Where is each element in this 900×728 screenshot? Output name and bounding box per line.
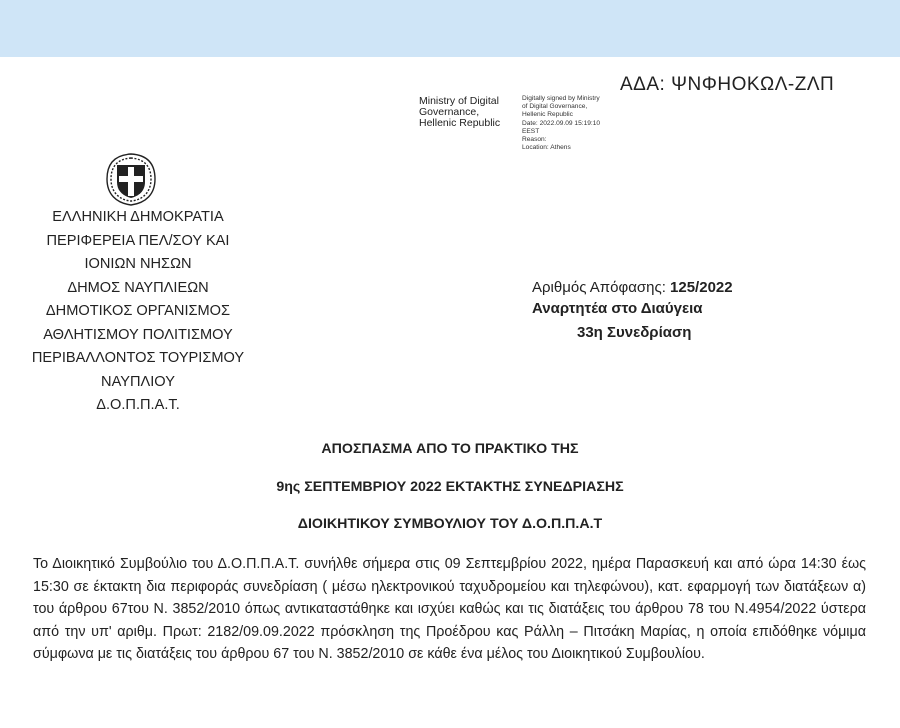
signature-detail-line: EEST — [522, 127, 540, 135]
signer-line: Hellenic Republic — [419, 117, 501, 129]
document-heading-line-3: ΔΙΟΙΚΗΤΙΚΟΥ ΣΥΜΒΟΥΛΙΟΥ ΤΟΥ Δ.Ο.Π.Π.Α.Τ — [297, 516, 603, 532]
issuer-line: ΝΑΥΠΛΙΟΥ — [101, 373, 175, 390]
issuer-line: ΙΟΝΙΩΝ ΝΗΣΩΝ — [84, 256, 192, 272]
issuer-line: ΔΗΜΟΤΙΚΟΣ ΟΡΓΑΝΙΣΜΟΣ — [45, 303, 231, 319]
issuer-line: ΠΕΡΙΦΕΡΕΙΑ ΠΕΛ/ΣΟΥ ΚΑΙ — [46, 232, 230, 249]
issuer-line: ΔΗΜΟΣ ΝΑΥΠΛΙΕΩΝ — [67, 279, 209, 296]
signature-signer — [419, 96, 500, 129]
issuer-line: ΕΛΛΗΝΙΚΗ ΔΗΜΟΚΡΑΤΙΑ — [52, 209, 224, 225]
signature-detail-line: Location: Athens — [522, 144, 571, 152]
issuer-line: ΑΘΛΗΤΙΣΜΟΥ ΠΟΛΙΤΙΣΜΟΥ — [43, 326, 233, 343]
decision-number — [532, 276, 733, 300]
decision-label: Αριθμός Απόφασης: — [532, 279, 671, 296]
decision-number-value: 125/2022 — [670, 279, 733, 296]
signature-details — [522, 95, 600, 152]
signature-detail-line: of Digital Governance, — [522, 103, 588, 111]
signer-line: Governance, — [419, 106, 480, 118]
issuer-line: Δ.Ο.Π.Π.Α.Τ. — [96, 397, 180, 413]
greek-coat-of-arms-icon — [100, 150, 162, 208]
issuer-line: ΠΕΡΙΒΑΛΛΟΝΤΟΣ ΤΟΥΡΙΣΜΟΥ — [31, 350, 245, 366]
body-paragraph: Το Διοικητικό Συμβούλιο του Δ.Ο.Π.Π.Α.Τ. συνήλθε σήμερα στις 09 Σεπτεμβρίου 2022, ημέρα Παρασκευή και από ώρα 14:30 έως 15:30 σε έκτακτη δια περιφοράς συνεδρίαση ( μέσω ηλεκτρονικού ταχυδρομείου και τηλεφώνου), κατ. εφαρμογή των διατάξεων α) του άρθρου 67του Ν. 3852/2010 όπως αντικαταστάθηκε και ισχύει καθώς και τις διατάξεις του άρθρου 78 του Ν.4954/2022 ύστερα από την υπ' αριθμ. Πρωτ: 2182/09.09.2022 πρόσκληση της Προέδρου κας Ράλλη – Πιτσάκη Μαρίας, η οποία επιδόθηκε νόμιμα σύμφωνα με τις διατάξεις του άρθρου 67 του Ν. 3852/2010 σε κάθε ένα μέλος του Διοικητικού Συμβουλίου. — [33, 556, 866, 663]
issuer-block — [20, 206, 256, 418]
document-heading-line-1: ΑΠΟΣΠΑΣΜΑ ΑΠΟ ΤΟ ΠΡΑΚΤΙΚΟ ΤΗΣ — [321, 441, 579, 457]
ada-code: ΑΔΑ: ΨΝΦΗΟΚΩΛ-ΖΛΠ — [620, 74, 835, 95]
signature-detail-line: Date: 2022.09.09 15:19:10 — [522, 119, 601, 127]
signature-detail-line: Hellenic Republic — [522, 111, 573, 119]
posted-on-diavgeia: Αναρτητέα στο Διαύγεια — [532, 300, 703, 317]
document-heading-line-2: 9ης ΣΕΠΤΕΜΒΡΙΟΥ 2022 ΕΚΤΑΚΤΗΣ ΣΥΝΕΔΡΙΑΣΗΣ — [276, 479, 624, 495]
top-bar — [0, 0, 900, 57]
signer-line: Ministry of Digital — [419, 95, 499, 107]
signature-detail-line: Reason: — [522, 136, 547, 144]
signature-detail-line: Digitally signed by Ministry — [522, 95, 600, 102]
session-number: 33η Συνεδρίαση — [577, 324, 692, 341]
